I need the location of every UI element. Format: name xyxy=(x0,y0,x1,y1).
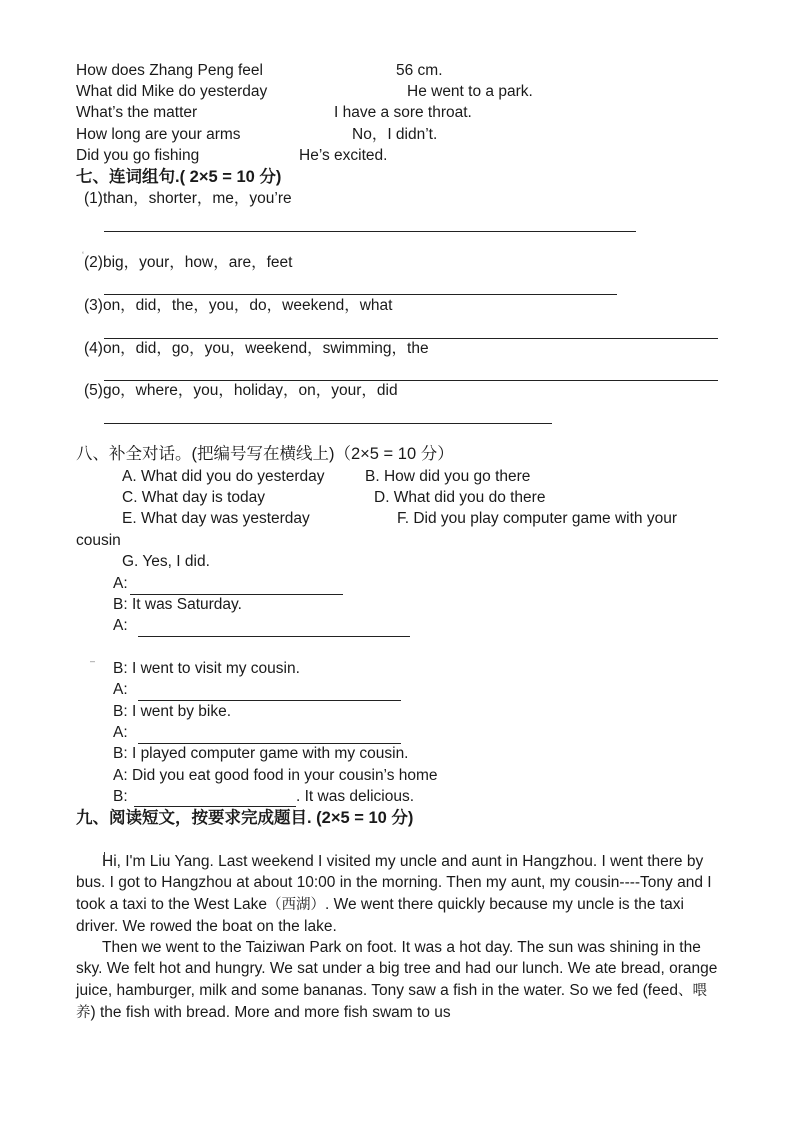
match-question-2: What did Mike do yesterday xyxy=(76,83,268,100)
reading-passage xyxy=(76,851,726,1024)
answer-line-5[interactable] xyxy=(104,423,552,424)
match-question-3: What’s the matter xyxy=(76,104,198,121)
dialogue-b5-suffix: . It was delicious. xyxy=(296,788,415,805)
match-answer-1: 56 cm. xyxy=(396,62,443,79)
match-answer-2: He went to a park. xyxy=(407,83,533,100)
dialogue-blank-3[interactable] xyxy=(138,700,401,701)
dialogue-blank-2[interactable] xyxy=(138,636,410,637)
option-e: E. What day was yesterday xyxy=(122,510,310,527)
section-9-title: 九、阅读短文，按要求完成题目. (2×5 = 10 分) xyxy=(76,809,414,827)
match-question-5: Did you go fishing xyxy=(76,147,200,164)
dialogue-b1: B: It was Saturday. xyxy=(113,596,242,613)
option-f: F. Did you play computer game with your xyxy=(397,510,677,527)
dialogue-a4-label: A: xyxy=(113,724,128,741)
paragraph-2-chinese: 、喂养 xyxy=(76,982,707,1022)
sentence-item-5: (5)go，where，you，holiday，on，your，did xyxy=(84,382,398,399)
match-question-1: How does Zhang Peng feel xyxy=(76,62,263,79)
sentence-item-2: (2)big，your，how，are，feet xyxy=(84,254,293,271)
option-d: D. What did you do there xyxy=(374,489,546,506)
stray-dash: – xyxy=(90,656,96,666)
section-8-title: 八、补全对话。(把编号写在横线上)（2×5 = 10 分） xyxy=(76,445,454,463)
dialogue-a1-label: A: xyxy=(113,575,128,592)
dialogue-b5-label: B: xyxy=(113,788,128,805)
paragraph-1-chinese: （西湖） xyxy=(267,896,325,913)
match-answer-4: No，I didn’t. xyxy=(352,126,438,143)
match-answer-3: I have a sore throat. xyxy=(334,104,472,121)
dialogue-blank-5[interactable] xyxy=(134,806,296,807)
sentence-item-1: (1)than，shorter，me，you’re xyxy=(84,190,292,207)
paragraph-2-text-b: ) the fish with bread. More and more fish swam to us xyxy=(90,1004,451,1022)
paragraph-2-text-a: Then we went to the Taiziwan Park on foot. It was a hot day. The sun was shining in the sky. We felt hot and hungry. We sat under a big tree and had our lunch. We ate bread, orange juice, hamburger, milk and some bananas. Tony saw a fish in the water. So we fed (feed xyxy=(76,939,718,999)
dialogue-a5: A: Did you eat good food in your cousin’s home xyxy=(113,767,438,784)
option-a: A. What did you do yesterday xyxy=(122,468,325,485)
text-cursor-mark xyxy=(104,852,105,866)
section-7-title: 七、连词组句.( 2×5 = 10 分) xyxy=(76,168,282,186)
dialogue-b3: B: I went by bike. xyxy=(113,703,232,720)
dialogue-b4: B: I played computer game with my cousin. xyxy=(113,745,409,762)
option-c: C. What day is today xyxy=(122,489,266,506)
dialogue-b2: B: I went to visit my cousin. xyxy=(113,660,300,677)
match-question-4: How long are your arms xyxy=(76,126,241,143)
paragraph-2 xyxy=(76,937,726,1024)
dialogue-a2-label: A: xyxy=(113,617,128,634)
stray-mark: ‘ xyxy=(82,250,84,260)
paragraph-1 xyxy=(76,851,726,937)
sentence-item-3: (3)on，did，the，you，do，weekend，what xyxy=(84,297,393,314)
paragraph-1-text-a: Hi, I'm Liu Yang. Last weekend I visited my uncle and aunt in Hangzhou. I went there by bus. I got to Hangzhou at about 10:00 in the morning. Then my aunt, my cousin----Tony and I took a taxi to the West Lake xyxy=(76,853,712,913)
match-answer-5: He’s excited. xyxy=(299,147,388,164)
answer-line-1[interactable] xyxy=(104,231,636,232)
option-f-continued: cousin xyxy=(76,532,121,549)
option-b: B. How did you go there xyxy=(365,468,531,485)
paragraph-1-text-b: . We went there quickly because my uncle is the taxi driver. We rowed the boat on the lake. xyxy=(76,895,684,935)
option-g: G. Yes, I did. xyxy=(122,553,210,570)
answer-line-2[interactable] xyxy=(104,294,617,295)
sentence-item-4: (4)on，did，go，you，weekend，swimming，the xyxy=(84,340,429,357)
dialogue-a3-label: A: xyxy=(113,681,128,698)
